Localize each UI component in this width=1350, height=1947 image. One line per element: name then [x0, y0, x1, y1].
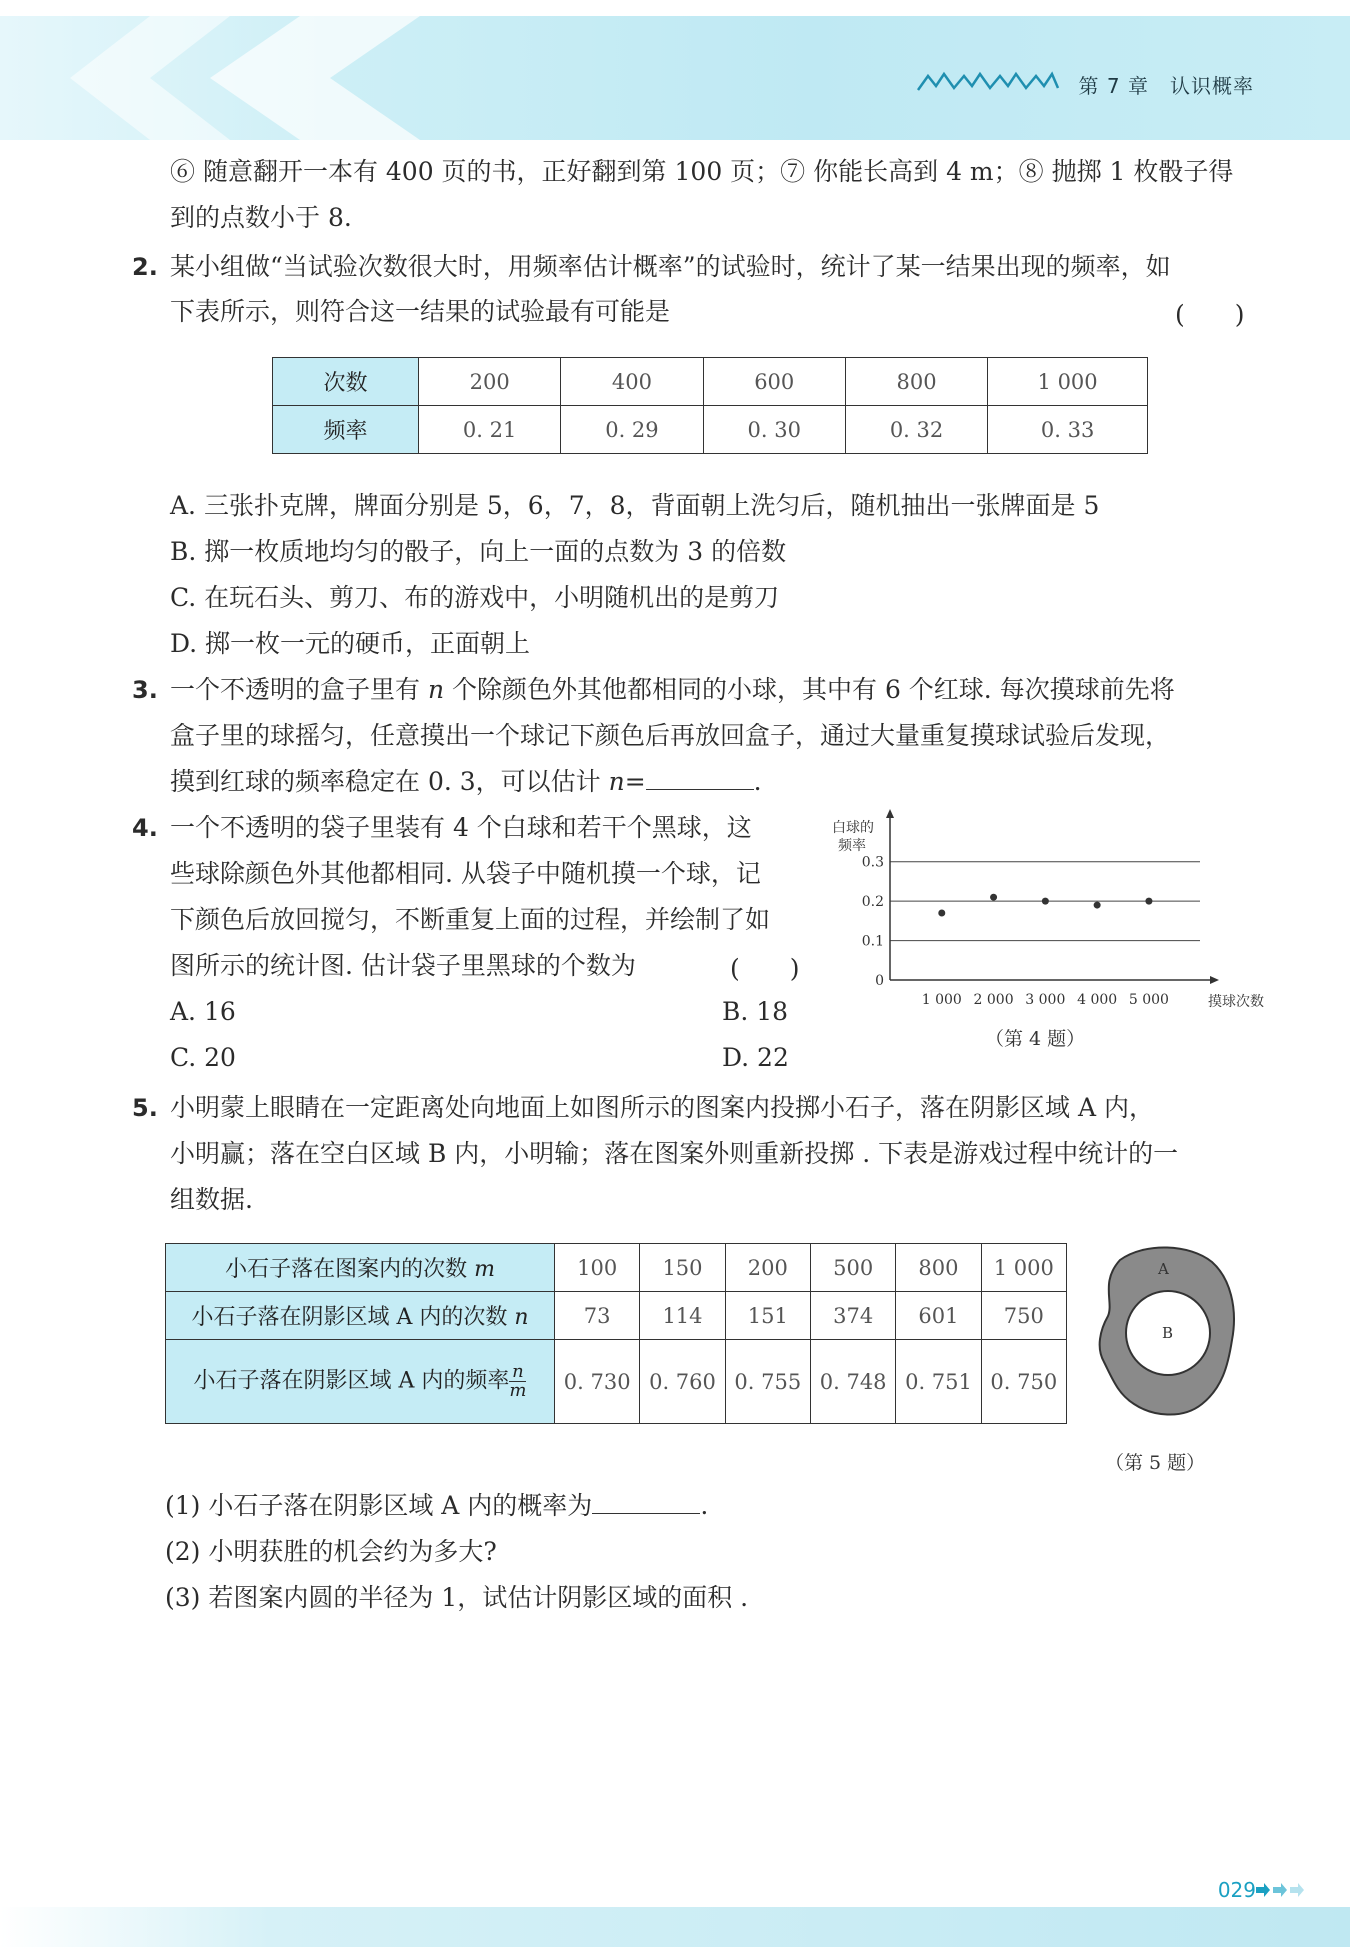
chart-ticks: [862, 855, 1169, 1008]
chapter-title: 第 7 章 认识概率: [1078, 74, 1254, 98]
q5-sub-3: (3) 若图案内圆的半径为 1，试估计阴影区域的面积 .: [165, 1583, 749, 1612]
y-tick-label: 0.3: [861, 854, 884, 871]
q5-n-cell: 114: [640, 1292, 725, 1340]
q5-m-cell: 500: [810, 1244, 895, 1292]
q2-table-header-count: 次数: [273, 358, 419, 406]
q4-option-a: A. 16: [170, 997, 236, 1026]
chart-y-label-line1: 白球的: [832, 820, 874, 836]
q4-answer-paren: ( ): [730, 954, 800, 983]
chart-points: [938, 894, 1152, 917]
q2-number: 2.: [132, 253, 158, 281]
q2-table: [272, 357, 1148, 454]
label-a: A: [1158, 1260, 1169, 1278]
q2-freq-cell: 0. 33: [988, 406, 1148, 454]
x-tick-label: 2 000: [973, 992, 1014, 1008]
q5-table-header-freq: [166, 1340, 555, 1424]
footer-band: [0, 1907, 1350, 1947]
q3-text: .: [753, 767, 762, 796]
q5-header-text: 小石子落在阴影区域 A 内的频率: [193, 1368, 510, 1394]
q2-freq-cell: 0. 32: [845, 406, 987, 454]
q5-fraction: [509, 1363, 526, 1400]
data-point: [1094, 902, 1101, 909]
q2-line-1: 某小组做“当试验次数很大时，用频率估计概率”的试验时，统计了某一结果出现的频率，如: [170, 252, 1171, 281]
q5-line-2: 小明赢；落在空白区域 B 内，小明输；落在图案外则重新投掷 . 下表是游戏过程中统计的一: [170, 1139, 1179, 1168]
x-tick-label: 4 000: [1077, 992, 1118, 1008]
chart-x-label: 摸球次数: [1208, 994, 1264, 1010]
q2-count-cell: 1 000: [988, 358, 1148, 406]
label-b: B: [1162, 1324, 1174, 1342]
q4-line-2: 些球除颜色外其他都相同. 从袋子中随机摸一个球，记: [170, 859, 761, 888]
q5-header-text: 小石子落在阴影区域 A 内的次数: [191, 1305, 515, 1330]
q2-count-cell: 200: [419, 358, 561, 406]
q5-header-text: 小石子落在图案内的次数: [225, 1257, 475, 1282]
q5-n-cell: 750: [981, 1292, 1066, 1340]
data-point: [1145, 898, 1152, 905]
header-chevron-decoration: [0, 16, 520, 140]
q4-option-b: B. 18: [722, 997, 789, 1026]
q4-number: 4.: [132, 814, 158, 842]
q3-text: 个除颜色外其他都相同的小球，其中有 6 个红球. 每次摸球前先将: [444, 675, 1175, 704]
q5-freq-cell: 0. 748: [810, 1340, 895, 1424]
data-point: [938, 909, 945, 916]
q5-freq-cell: 0. 750: [981, 1340, 1066, 1424]
q2-freq-cell: 0. 30: [703, 406, 845, 454]
q2-count-cell: 400: [561, 358, 703, 406]
q3-number: 3.: [132, 676, 158, 704]
q2-count-cell: 600: [703, 358, 845, 406]
q3-text: 一个不透明的盒子里有: [170, 675, 428, 704]
q5-freq-cell: 0. 760: [640, 1340, 725, 1424]
q5-freq-cell: 0. 755: [725, 1340, 810, 1424]
q3-var-n: n: [608, 767, 625, 796]
q5-frac-numerator: n: [509, 1363, 526, 1382]
y-tick-label: 0.2: [861, 894, 884, 911]
q3-text: =: [624, 767, 646, 796]
q2-option-b: B. 掷一枚质地均匀的骰子，向上一面的点数为 3 的倍数: [170, 537, 787, 566]
q3-line-2: 盒子里的球摇匀，任意摸出一个球记下颜色后再放回盒子，通过大量重复摸球试验后发现，: [170, 721, 1171, 750]
x-tick-label: 5 000: [1128, 992, 1169, 1008]
q2-freq-cell: 0. 29: [561, 406, 703, 454]
y-tick-label: 0: [875, 973, 884, 989]
q5-header-var: m: [474, 1257, 495, 1282]
q3-line-3: [170, 765, 762, 799]
q4-scatter-chart: [820, 808, 1264, 1018]
q5-pattern-figure: [1090, 1238, 1240, 1428]
q1-line-1: ⑥ 随意翻开一本有 400 页的书，正好翻到第 100 页；⑦ 你能长高到 4 m；⑧ 抛掷 1 枚骰子得: [170, 157, 1234, 186]
q4-caption: （第 4 题）: [985, 1028, 1086, 1050]
q2-option-c: C. 在玩石头、剪刀、布的游戏中，小明随机出的是剪刀: [170, 583, 780, 612]
x-axis-arrow-icon: [1210, 976, 1219, 984]
q5-sub1-text: (1) 小石子落在阴影区域 A 内的概率为: [165, 1491, 593, 1520]
x-tick-label: 1 000: [921, 992, 962, 1008]
q5-answer-blank[interactable]: [592, 1489, 700, 1514]
q2-table-header-freq: 频率: [273, 406, 419, 454]
q5-m-cell: 1 000: [981, 1244, 1066, 1292]
q2-line-2: 下表所示，则符合这一结果的试验最有可能是: [170, 297, 671, 326]
q4-line-4: 图所示的统计图. 估计袋子里黑球的个数为: [170, 951, 636, 980]
q5-header-var: n: [514, 1305, 529, 1330]
q2-option-a: A. 三张扑克牌，牌面分别是 5，6，7，8，背面朝上洗匀后，随机抽出一张牌面是 5: [170, 491, 1100, 520]
q4-line-3: 下颜色后放回搅匀，不断重复上面的过程，并绘制了如: [170, 905, 771, 934]
q5-m-cell: 200: [725, 1244, 810, 1292]
q2-answer-paren: ( ): [1175, 300, 1245, 329]
q4-option-c: C. 20: [170, 1043, 236, 1072]
q3-answer-blank[interactable]: [646, 765, 754, 790]
q3-text: 摸到红球的频率稳定在 0. 3，可以估计: [170, 767, 609, 796]
q5-caption: （第 5 题）: [1105, 1452, 1206, 1474]
x-tick-label: 3 000: [1025, 992, 1066, 1008]
q3-line-1: [170, 673, 1175, 707]
q1-line-2: 到的点数小于 8.: [170, 203, 352, 232]
q5-sub-1: [165, 1489, 708, 1523]
q5-freq-cell: 0. 751: [896, 1340, 981, 1424]
q5-sub-2: (2) 小明获胜的机会约为多大?: [165, 1537, 497, 1566]
page-number: 029: [1217, 1878, 1256, 1902]
y-tick-label: 0.1: [861, 933, 884, 950]
q5-line-1: 小明蒙上眼睛在一定距离处向地面上如图所示的图案内投掷小石子，落在阴影区域 A 内，: [170, 1093, 1154, 1122]
q5-line-3: 组数据.: [170, 1185, 253, 1214]
mountain-decoration-icon: [918, 70, 1058, 92]
q4-line-1: 一个不透明的袋子里装有 4 个白球和若干个黑球，这: [170, 813, 752, 842]
q5-m-cell: 100: [555, 1244, 640, 1292]
chart-y-label-line2: 频率: [838, 838, 866, 854]
q2-freq-cell: 0. 21: [419, 406, 561, 454]
q5-m-cell: 150: [640, 1244, 725, 1292]
q2-count-cell: 800: [845, 358, 987, 406]
q5-table: [165, 1243, 1067, 1424]
q5-freq-cell: 0. 730: [555, 1340, 640, 1424]
data-point: [1042, 898, 1049, 905]
q5-number: 5.: [132, 1094, 158, 1122]
q3-var-n: n: [427, 675, 445, 704]
q5-n-cell: 601: [896, 1292, 981, 1340]
y-axis-arrow-icon: [886, 809, 894, 818]
q5-n-cell: 374: [810, 1292, 895, 1340]
q5-n-cell: 151: [725, 1292, 810, 1340]
q5-n-cell: 73: [555, 1292, 640, 1340]
q5-frac-denominator: m: [509, 1380, 527, 1401]
q2-option-d: D. 掷一枚一元的硬币，正面朝上: [170, 629, 531, 658]
q4-option-d: D. 22: [722, 1043, 789, 1072]
page-arrows-icon: [1256, 1882, 1304, 1898]
q5-sub1-text: .: [700, 1491, 709, 1520]
q5-table-header-m: [166, 1244, 555, 1292]
data-point: [990, 894, 997, 901]
q5-table-header-n: [166, 1292, 555, 1340]
q5-m-cell: 800: [896, 1244, 981, 1292]
